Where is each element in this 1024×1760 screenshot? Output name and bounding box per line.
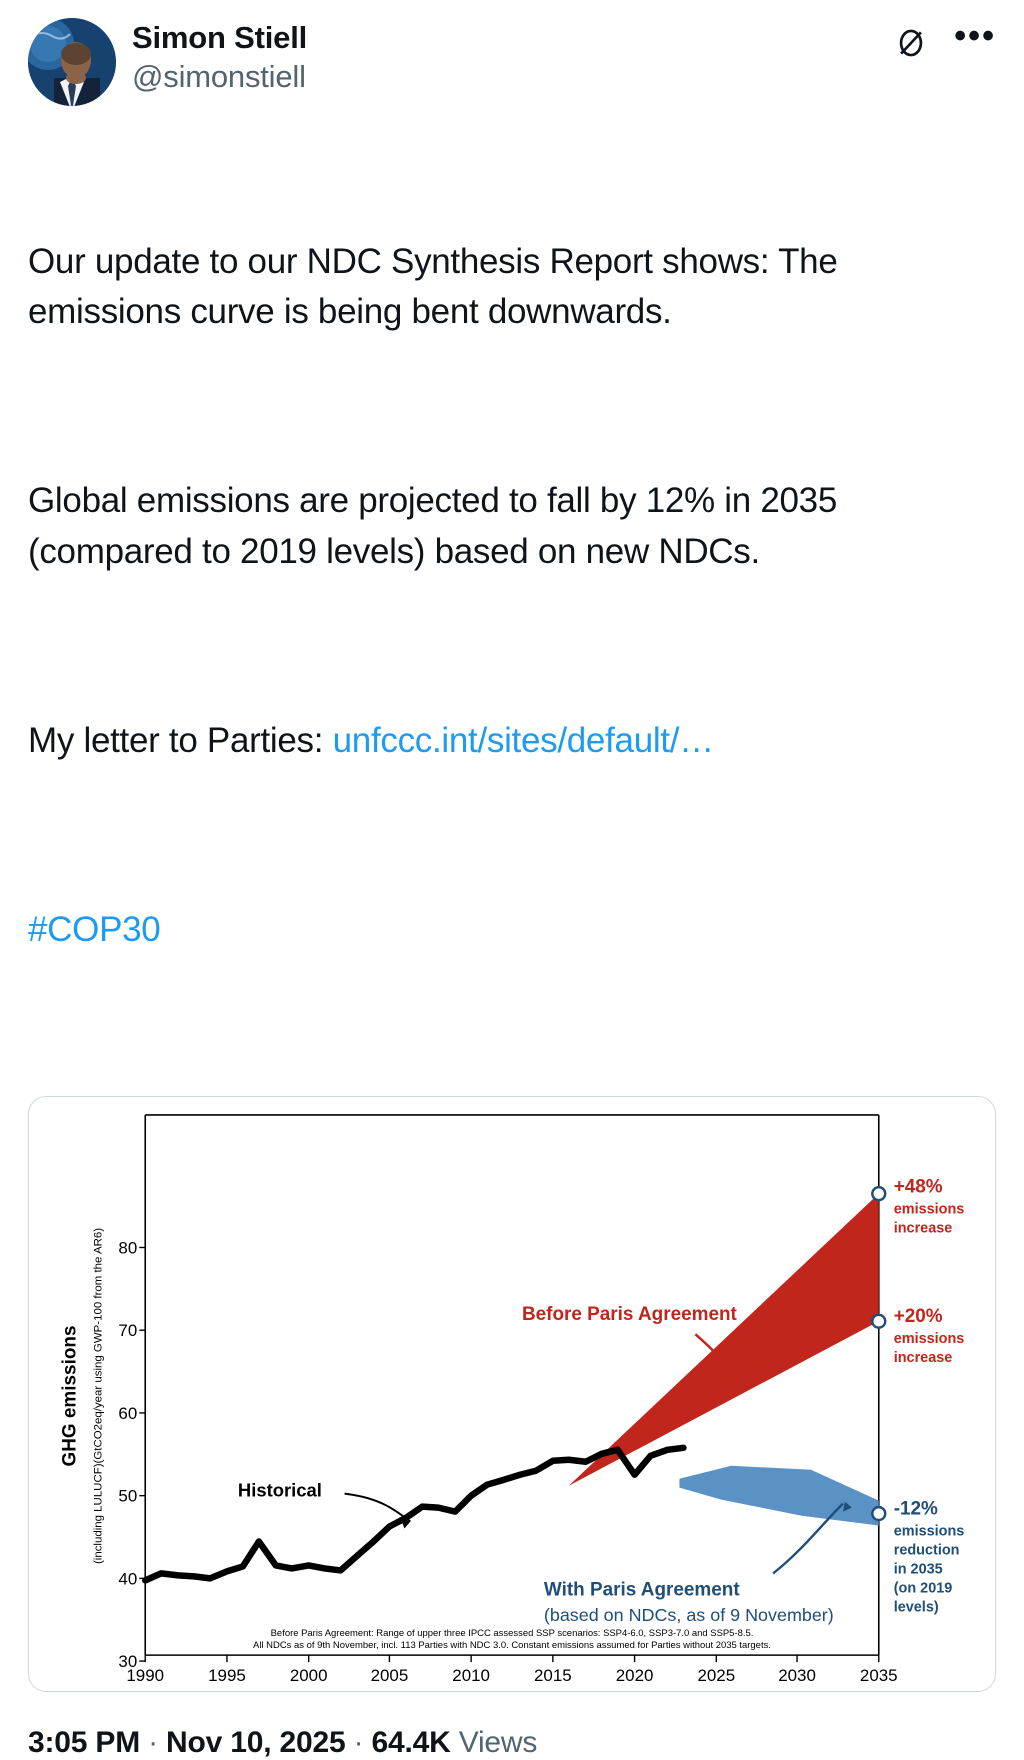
letter-link[interactable]: unfccc.int/sites/default/…	[332, 720, 714, 760]
svg-text:levels): levels)	[893, 1599, 939, 1616]
svg-text:40: 40	[118, 1569, 138, 1589]
svg-text:30: 30	[118, 1652, 138, 1672]
header-actions	[894, 18, 996, 60]
svg-text:50: 50	[118, 1486, 138, 1506]
y-axis-sublabel: (including LULUCF)(GtCO2eq/year using GWP-100 from the AR6)	[92, 1228, 105, 1565]
footer-sep-1: ·	[139, 1726, 167, 1760]
post-time: 3:05 PM	[28, 1726, 140, 1760]
svg-text:emissions: emissions	[893, 1523, 965, 1540]
svg-text:1995: 1995	[208, 1666, 246, 1686]
y-axis-label: GHG emissions	[59, 1325, 81, 1467]
with-paris-label: With Paris Agreement	[543, 1579, 740, 1601]
display-name: Simon Stiell	[132, 20, 308, 55]
historical-label: Historical	[237, 1479, 322, 1501]
chart-footnote-1: Before Paris Agreement: Range of upper three IPCC assessed SSP scenarios: SSP4-6.0, SSP3-7.0 and SSP5-8.5.	[270, 1628, 754, 1640]
endpoint-marker-minus12	[872, 1507, 885, 1520]
svg-text:increase: increase	[893, 1350, 953, 1367]
endpoint-marker-20	[872, 1315, 885, 1328]
emissions-chart	[29, 1097, 995, 1691]
svg-text:2000: 2000	[289, 1666, 328, 1686]
tweet-hashtag-line	[28, 905, 996, 955]
svg-text:emissions: emissions	[893, 1331, 965, 1348]
svg-text:+20%: +20%	[893, 1306, 943, 1328]
svg-text:2025: 2025	[697, 1666, 736, 1686]
svg-text:-12%: -12%	[893, 1498, 938, 1520]
svg-text:increase: increase	[893, 1220, 953, 1237]
svg-text:2020: 2020	[615, 1666, 654, 1686]
svg-text:reduction: reduction	[893, 1542, 960, 1559]
avatar[interactable]	[28, 18, 116, 106]
before-paris-label: Before Paris Agreement	[521, 1304, 737, 1326]
svg-text:60: 60	[118, 1404, 138, 1424]
letter-prefix: My letter to Parties:	[28, 720, 333, 760]
account-handle: @simonstiell	[132, 58, 306, 94]
chart-footnote-2: All NDCs as of 9th November, incl. 113 Parties with NDC 3.0. Constant emissions assumed for Parties without 2035 targets.	[253, 1640, 771, 1652]
svg-text:(on 2019: (on 2019	[893, 1580, 953, 1597]
svg-text:2035: 2035	[859, 1666, 898, 1686]
with-paris-sublabel: (based on NDCs, as of 9 November)	[543, 1605, 834, 1626]
views-count: 64.4K	[371, 1726, 451, 1760]
svg-text:emissions: emissions	[893, 1201, 965, 1218]
svg-text:70: 70	[118, 1321, 138, 1341]
svg-text:2015: 2015	[534, 1666, 572, 1686]
tweet-paragraph-1: Our update to our NDC Synthesis Report shows: The emissions curve is being bent downwards.	[28, 241, 847, 332]
tweet-media-card[interactable]	[28, 1096, 996, 1692]
svg-text:80: 80	[118, 1238, 138, 1258]
tweet-paragraph-2: Global emissions are projected to fall by 12% in 2035 (compared to 2019 levels) based on new NDCs.	[28, 481, 847, 571]
endpoint-marker-48	[872, 1187, 885, 1200]
account-info	[132, 18, 878, 97]
tweet-header	[28, 14, 996, 106]
svg-text:2030: 2030	[778, 1666, 816, 1686]
tweet-text	[28, 136, 996, 1056]
views-label: Views	[450, 1726, 538, 1760]
grok-icon[interactable]	[894, 26, 928, 60]
tweet-footer	[28, 1726, 996, 1760]
more-options-icon[interactable]: •••	[954, 17, 996, 55]
footer-sep-2: ·	[345, 1726, 372, 1760]
tweet-paragraph-3	[28, 716, 996, 766]
svg-text:in 2035: in 2035	[893, 1561, 943, 1578]
hashtag-cop30[interactable]: #COP30	[28, 910, 161, 950]
svg-text:1990: 1990	[126, 1666, 165, 1686]
svg-text:2010: 2010	[452, 1666, 490, 1686]
post-date: Nov 10, 2025	[166, 1726, 346, 1760]
svg-text:2005: 2005	[370, 1666, 409, 1686]
svg-text:+48%: +48%	[893, 1176, 943, 1198]
